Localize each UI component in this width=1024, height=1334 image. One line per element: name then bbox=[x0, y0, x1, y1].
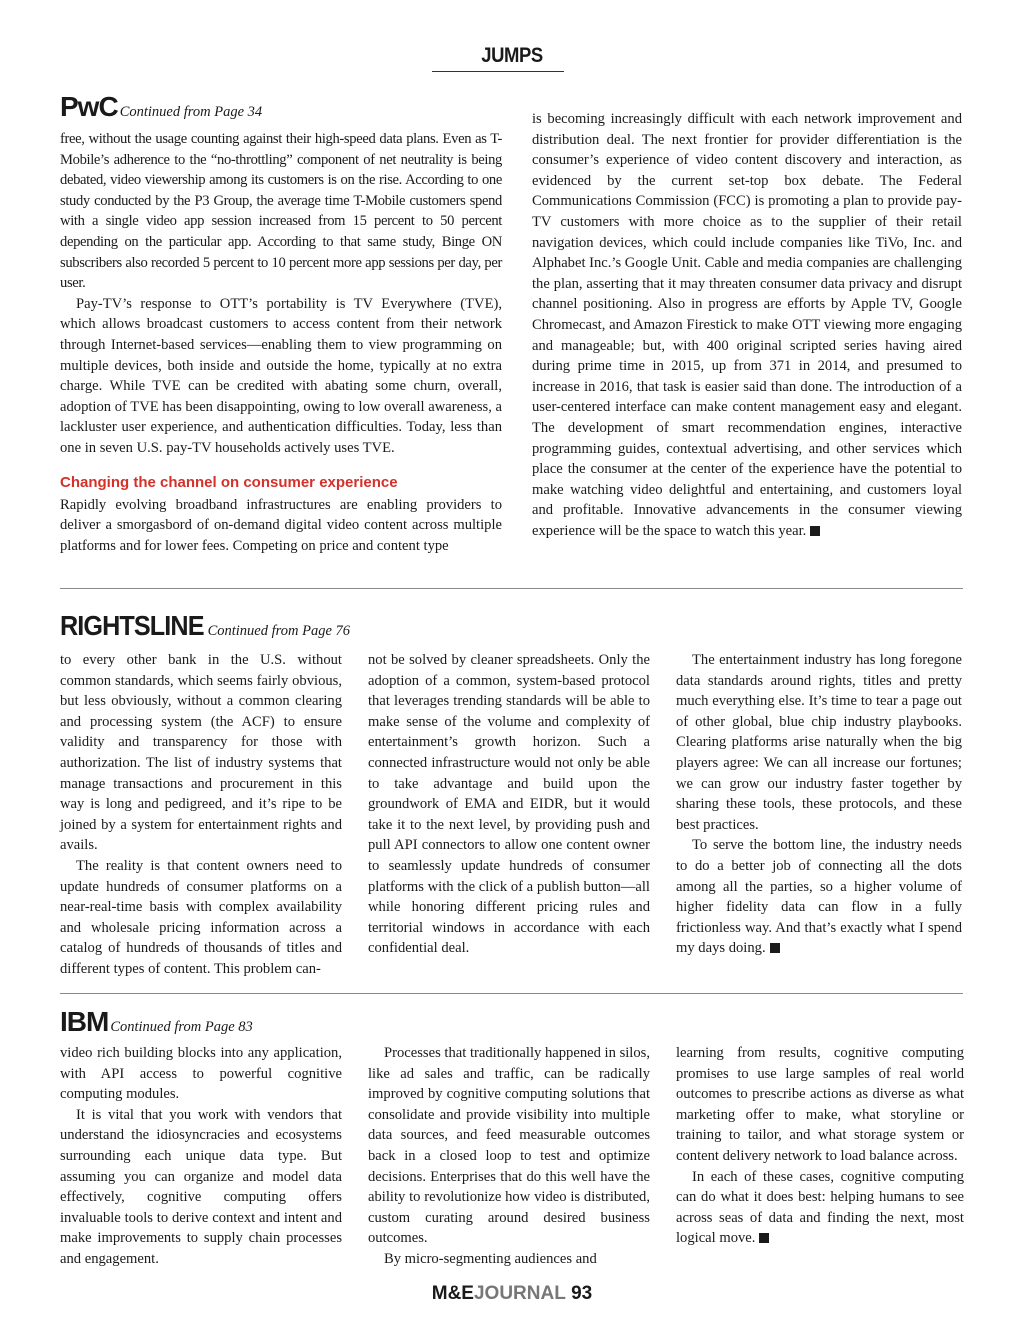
footer-brand-journal: JOURNAL bbox=[473, 1283, 566, 1304]
rightsline-paragraph: not be solved by cleaner spreadsheets. Only the adoption of a common, system-based protocol that leverages trending standards will be able to make sense of the volume and complexity of entertainment’s growth horizon. Such a connected infrastructure would not only be able to take advantage and build upon the groundwork of EMA and EIDR, but it would take it to the next level, by providing push and pull API connectors to allow one content owner to seamlessly update hundreds of consumer platforms with the click of a publish button—all while honoring different pricing rules and territorial windows in accordance with each confidential deal. bbox=[368, 652, 650, 957]
ibm-column-2 bbox=[368, 1043, 650, 1270]
ibm-paragraph: By micro-segmenting audiences and bbox=[384, 1250, 597, 1267]
rightsline-column-3 bbox=[676, 650, 962, 959]
pwc-column-2 bbox=[532, 109, 962, 541]
pwc-paragraph: is becoming increasingly difficult with each network improvement and distribution deal. The next frontier for provider differentiation is the consumer’s experience of video content discovery and interaction, as evidenced by the current set-top box debate. The Federal Communications Commission (FCC) is promoting a plan to provide pay-TV customers with more choice as to the supplier of their retail navigation devices, which could include companies like TiVo, Inc. and Alphabet Inc.’s Google Unit. Cable and media companies are challenging the plan, asserting that it may threaten consumer data privacy and disrupt channel positioning. Also in progress are efforts by Apple TV, Google Chromecast, and Amazon Firestick to make OTT viewing more engaging and manageable; but, with 400 original scripted series having aired during prime time in 2015, up from 371 in 2014, and presumed to increase in 2016, that task is easier said than done. The introduction of a user-centered interface can make content management easy and elegant. The development of smart recommendation engines, interactive programming guides, contextual advertising, and other services which place the consumer at the center of the experience have the potential to make watching video delightful and entertaining, and customers loyal and profitable. Innovative advancements in the consumer viewing experience will be the space to watch this year. bbox=[532, 111, 962, 539]
ibm-title: IBM bbox=[60, 1006, 109, 1037]
rightsline-paragraph: The reality is that content owners need to update hundreds of consumer platforms on a near-real-time basis with complex availability and wholesale pricing information across a catalog of hundreds of thousands of titles and different types of content. This problem can- bbox=[60, 857, 342, 977]
ibm-paragraph: Processes that traditionally happened in silos, like ad sales and traffic, can be radically improved by cognitive computing solutions that consolidate and provide visibility into multiple data sources, and feed measurable outcomes back in a closed loop to test and optimize decisions. Enterprises that do this well have the ability to revolutionize how video is distributed, custom curating around desired business outcomes. bbox=[368, 1045, 650, 1247]
pwc-paragraph: Rapidly evolving broadband infrastructures are enabling providers to deliver a smorgasbord of on-demand digital video content across multiple platforms and for lower fees. Competing on price and content type bbox=[60, 496, 502, 554]
ibm-continued: Continued from Page 83 bbox=[110, 1019, 253, 1035]
rightsline-column-2 bbox=[368, 650, 650, 959]
pwc-heading bbox=[60, 93, 262, 121]
end-mark-icon bbox=[810, 526, 820, 536]
rightsline-title: RIGHTSLINE bbox=[60, 610, 204, 641]
ibm-paragraph: learning from results, cognitive computing promises to use large samples of real world outcomes to prescribe actions as diverse as what marketing offer to make, what storyline or training to tailor, and what storage system or content delivery network to load balance across. bbox=[676, 1045, 964, 1164]
pwc-subhead: Changing the channel on consumer experience bbox=[60, 473, 398, 491]
section-divider bbox=[60, 588, 963, 589]
pwc-paragraph: Pay-TV’s response to OTT’s portability is TV Everywhere (TVE), which allows broadcast customers to access content from their network through Internet-based services—enabling them to view programming on multiple devices, both inside and outside the home, typically at no extra charge. While TVE can be credited with abating some churn, overall, adoption of TVE has been disappointing, owing to low overall awareness, a lackluster user experience, and authentication difficulties. Today, less than one in seven U.S. pay-TV households actively uses TVE. bbox=[60, 295, 502, 456]
rightsline-column-1 bbox=[60, 650, 342, 980]
rightsline-paragraph: The entertainment industry has long foregone data standards around rights, titles and pretty much everything else. It’s time to tear a page out of other global, blue chip industry playbooks. Clearing platforms arise naturally when the big players agree: We can all increase our fortunes; we can grow our industry faster together by sharing these tools, these protocols, and these best practices. bbox=[676, 652, 962, 833]
pwc-column-1 bbox=[60, 129, 502, 556]
rightsline-continued: Continued from Page 76 bbox=[207, 623, 350, 639]
ibm-paragraph: In each of these cases, cognitive computing can do what it does best: helping humans to see across seas of data and finding the next, most logical move. bbox=[676, 1168, 964, 1247]
ibm-column-3 bbox=[676, 1043, 964, 1249]
pwc-title: PwC bbox=[60, 91, 118, 122]
ibm-heading bbox=[60, 1008, 253, 1036]
page-number: 93 bbox=[571, 1283, 593, 1304]
ibm-paragraph: video rich building blocks into any application, with API access to powerful cognitive computing modules. bbox=[60, 1045, 342, 1103]
pwc-continued: Continued from Page 34 bbox=[119, 104, 263, 120]
rightsline-paragraph: to every other bank in the U.S. without common standards, which seems fairly obvious, but less obviously, without a common clearing and processing system (the ACF) to ensure validity and transparency for those with authorization. The list of industry systems that manage transactions and procurement in this way is long and pedigreed, and it’s ripe to be joined by a system for entertainment rights and avails. bbox=[60, 652, 342, 854]
page-footer bbox=[0, 1283, 1024, 1305]
section-divider bbox=[60, 993, 963, 994]
rightsline-paragraph: To serve the bottom line, the industry needs to do a better job of connecting all the dots among all the parties, so a higher volume of higher fidelity data can flow in a fully frictionless way. And that’s exactly what I spend my days doing. bbox=[676, 837, 962, 957]
footer-brand-me: M&E bbox=[431, 1283, 474, 1304]
ibm-column-1 bbox=[60, 1043, 342, 1270]
rightsline-heading bbox=[60, 612, 350, 640]
section-header: JUMPS bbox=[481, 44, 543, 67]
end-mark-icon bbox=[759, 1233, 769, 1243]
end-mark-icon bbox=[770, 943, 780, 953]
ibm-paragraph: It is vital that you work with vendors that understand the idiosyncracies and ecosystems surrounding each unique data type. But assuming you can organize and model data effectively, cognitive computing offers invaluable tools to derive context and intent and make improvements to supply chain processes and engagement. bbox=[60, 1106, 342, 1267]
pwc-paragraph: free, without the usage counting against their high-speed data plans. Even as T-Mobile’s adherence to the “no-throttling” component of net neutrality is being debated, video viewership among its customers is on the rise. According to one study conducted by the P3 Group, the average time T-Mobile customers spend with a single video app session increased from 15 percent to 50 percent depending on the particular app. According to that same study, Binge ON subscribers also recorded 5 percent to 10 percent more app sessions per day, per user. bbox=[60, 131, 502, 292]
header-rule bbox=[432, 71, 564, 72]
